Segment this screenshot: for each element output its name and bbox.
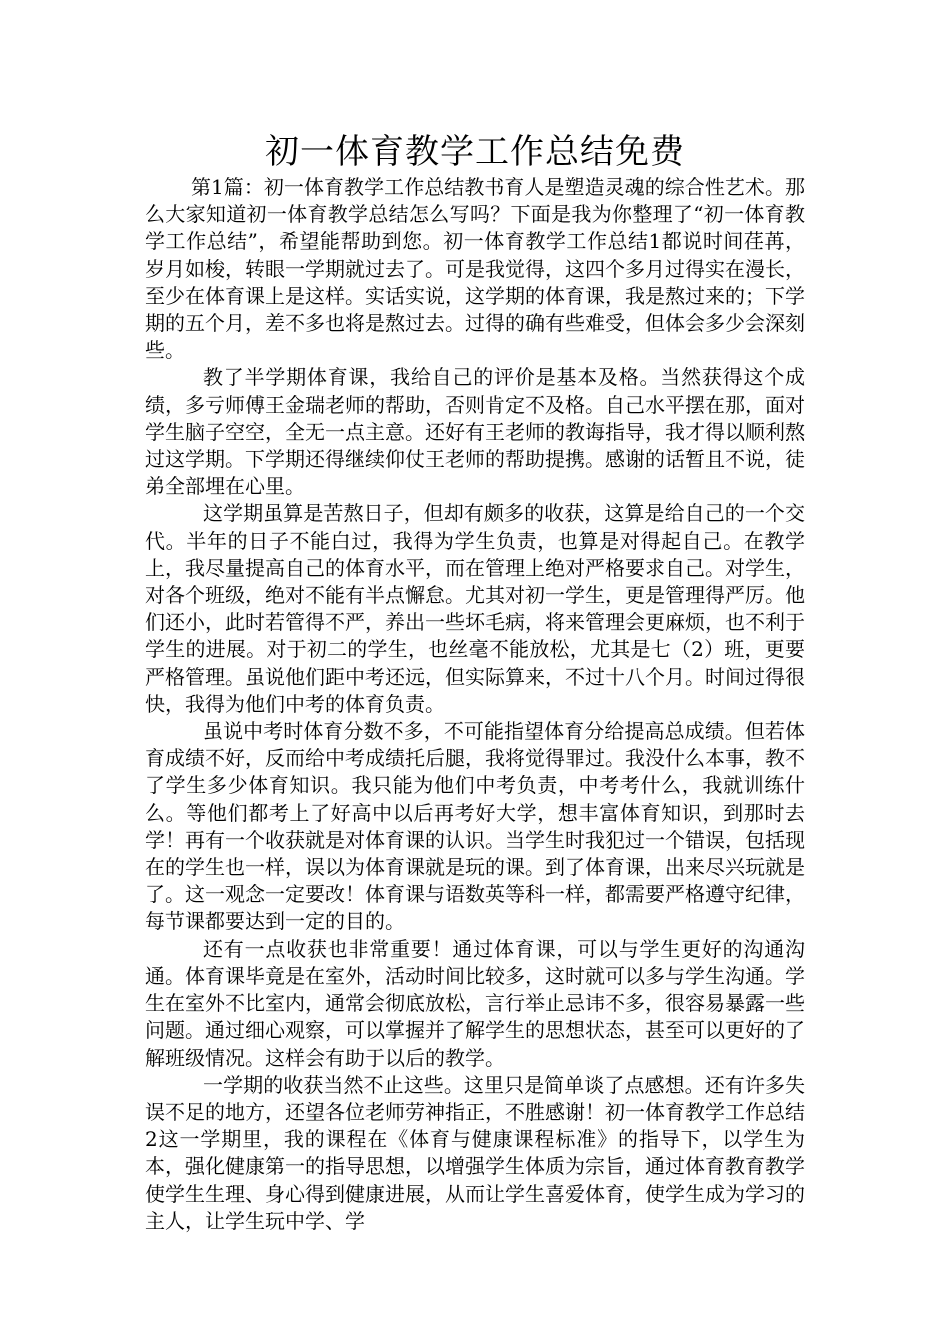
paragraph-4: 虽说中考时体育分数不多，不可能指望体育分给提高总成绩。但若体育成绩不好，反而给中考成绩托后腿，我将觉得罪过。我没什么本事，教不了学生多少体育知识。我只能为他们中考负责，中考考什么，我就训练什么。等他们都考上了好高中以后再考好大学，想丰富体育知识，到那时去学！再有一个收获就是对体育课的认识。当学生时我犯过一个错误，包括现在的学生也一样，误以为体育课就是玩的课。到了体育课，出来尽兴玩就是了。这一观念一定要改！体育课与语数英等科一样，都需要严格遵守纪律，每节课都要达到一定的目的。	[145, 719, 805, 934]
paragraph-5: 还有一点收获也非常重要！通过体育课，可以与学生更好的沟通沟通。体育课毕竟是在室外，活动时间比较多，这时就可以多与学生沟通。学生在室外不比室内，通常会彻底放松，言行举止忌讳不多，很容易暴露一些问题。通过细心观察，可以掌握并了解学生的思想状态，甚至可以更好的了解班级情况。这样会有助于以后的教学。	[145, 936, 805, 1070]
document-body	[145, 174, 805, 1235]
paragraph-3: 这学期虽算是苦熬日子，但却有颇多的收获，这算是给自己的一个交代。半年的日子不能白过，我得为学生负责，也算是对得起自己。在教学上，我尽量提高自己的体育水平，而在管理上绝对严格要求自己。对学生，对各个班级，绝对不能有半点懈怠。尤其对初一学生，更是管理得严厉。他们还小，此时若管得不严，养出一些坏毛病，将来管理会更麻烦，也不利于学生的进展。对于初二的学生，也丝毫不能放松，尤其是七（2）班，更要严格管理。虽说他们距中考还远，但实际算来，不过十八个月。时间过得很快，我得为他们中考的体育负责。	[145, 501, 805, 716]
paragraph-1: 第1篇：初一体育教学工作总结教书育人是塑造灵魂的综合性艺术。那么大家知道初一体育教学总结怎么写吗？下面是我为你整理了“初一体育教学工作总结”，希望能帮助到您。初一体育教学工作总结1都说时间荏苒，岁月如梭，转眼一学期就过去了。可是我觉得，这四个多月过得实在漫长，至少在体育课上是这样。实话实说，这学期的体育课，我是熬过来的；下学期的五个月，差不多也将是熬过去。过得的确有些难受，但体会多少会深刻些。	[145, 175, 805, 363]
paragraph-6: 一学期的收获当然不止这些。这里只是简单谈了点感想。还有许多失误不足的地方，还望各位老师劳神指正，不胜感谢！初一体育教学工作总结2这一学期里，我的课程在《体育与健康课程标准》的指导下，以学生为本，强化健康第一的指导思想，以增强学生体质为宗旨，通过体育教育教学使学生生理、身心得到健康进展，从而让学生喜爱体育，使学生成为学习的主人，让学生玩中学、学	[145, 1072, 805, 1233]
paragraph-2: 教了半学期体育课，我给自己的评价是基本及格。当然获得这个成绩，多亏师傅王金瑞老师的帮助，否则肯定不及格。自己水平摆在那，面对学生脑子空空，全无一点主意。还好有王老师的教诲指导，我才得以顺利熬过这学期。下学期还得继续仰仗王老师的帮助提携。感谢的话暂且不说，徒弟全部埋在心里。	[145, 365, 805, 499]
document-title: 初一体育教学工作总结免费	[265, 132, 685, 172]
